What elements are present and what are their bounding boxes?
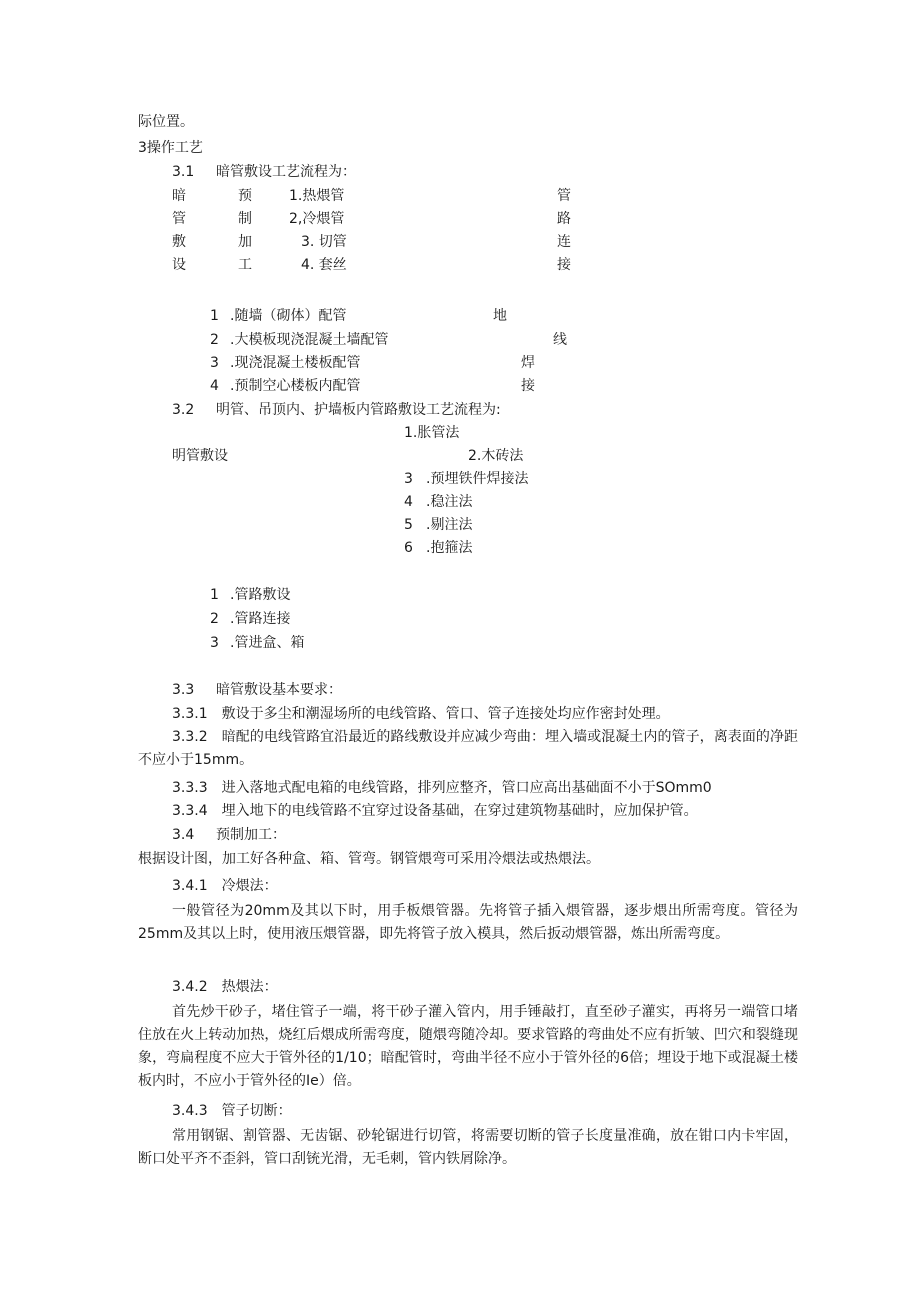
section-3-1-title: 暗管敷设工艺流程为： xyxy=(216,164,356,180)
side-char: 焊 xyxy=(521,355,535,371)
section-3-2-number: 3.2 xyxy=(172,402,195,418)
side-char: 线 xyxy=(553,332,567,348)
flow-left-char: 管 xyxy=(172,211,186,227)
method-number: 4 xyxy=(404,494,413,510)
flow-mid-char: 工 xyxy=(238,257,252,273)
flow-mid-char: 预 xyxy=(238,188,252,204)
flow-step: 3. 切管 xyxy=(301,234,347,250)
paragraph-3-4-3: 常用钢锯、割管器、无齿锯、砂轮锯进行切管，将需要切断的管子长度量准确，放在钳口内卡牢固，断口处平齐不歪斜，管口刮铳光滑，无毛刺，管内铁屑除净。 xyxy=(138,1128,798,1167)
paragraph-3-3-1: 3.3.1 敷设于多尘和潮湿场所的电线管路、管口、管子连接处均应作密封处理。 xyxy=(172,706,670,722)
paragraph-3-3-3: 3.3.3 进入落地式配电箱的电线管路，排列应整齐，管口应高出基础面不小于SOmm0 xyxy=(172,780,712,796)
after-item-text: .管进盒、箱 xyxy=(230,635,305,651)
after-item-number: 1 xyxy=(210,587,219,603)
flow-left-char: 设 xyxy=(172,257,186,273)
paragraph-3-3-4: 3.3.4 埋入地下的电线管路不宜穿过设备基础，在穿过建筑物基础时，应加保护管。 xyxy=(172,803,698,819)
flow-step: 4. 套丝 xyxy=(301,257,347,273)
section-3-3-number: 3.3 xyxy=(172,682,195,698)
section-3-4-2-heading: 3.4.2 热煨法： xyxy=(172,979,278,995)
sub-item-number: 2 xyxy=(210,332,219,348)
sub-item-text: .大模板现浇混凝土墙配管 xyxy=(230,332,389,348)
flow-mid-char: 制 xyxy=(238,211,252,227)
sub-item-number: 4 xyxy=(210,378,219,394)
method-number: 6 xyxy=(404,540,413,556)
section-3-4-title: 预制加工： xyxy=(216,827,286,843)
paragraph-3-4-2: 首先炒干砂子，堵住管子一端，将干砂子灌入管内，用手锤敲打，直至砂子灌实，再将另一端管口堵住放在火上转动加热，烧红后煨成所需弯度，随煨弯随冷却。要求管路的弯曲处不应有折皱、凹穴和裂缝现象，弯扁程度不应大于管外径的1/10；暗配管时，弯曲半径不应小于管外径的6倍；埋设于地下或混凝土楼板内时，不应小于管外径的Ie）倍。 xyxy=(138,1004,798,1089)
flow-right-char: 路 xyxy=(557,211,571,227)
method-text: 2.木砖法 xyxy=(468,448,524,464)
after-item-text: .管路连接 xyxy=(230,611,291,627)
method-text: .抱箍法 xyxy=(426,540,473,556)
section-3-4-3-heading: 3.4.3 管子切断： xyxy=(172,1103,292,1119)
flow-step: 2,冷煨管 xyxy=(289,211,345,227)
flow-right-char: 连 xyxy=(557,234,571,250)
section-3-4-1-heading: 3.4.1 冷煨法： xyxy=(172,878,278,894)
sub-item-text: .预制空心楼板内配管 xyxy=(230,378,361,394)
method-text: .预埋铁件焊接法 xyxy=(426,471,529,487)
sub-item-number: 1 xyxy=(210,308,219,324)
intro-line: 际位置。 xyxy=(138,114,194,130)
section-3-3-title: 暗管敷设基本要求： xyxy=(216,682,342,698)
sub-item-text: .现浇混凝土楼板配管 xyxy=(230,355,361,371)
flow-right-char: 管 xyxy=(557,188,571,204)
flow-left-char: 敷 xyxy=(172,234,186,250)
side-char: 地 xyxy=(493,308,507,324)
open-pipe-label: 明管敷设 xyxy=(172,448,228,464)
after-item-number: 3 xyxy=(210,635,219,651)
section-3-1-number: 3.1 xyxy=(172,164,195,180)
flow-right-char: 接 xyxy=(557,257,571,273)
section-3-2-title: 明管、吊顶内、护墙板内管路敷设工艺流程为: xyxy=(216,402,501,418)
method-text: .稳注法 xyxy=(426,494,473,510)
side-char: 接 xyxy=(521,378,535,394)
method-number: 3 xyxy=(404,471,413,487)
after-item-text: .管路敷设 xyxy=(230,587,291,603)
section-3-4-intro: 根据设计图，加工好各种盒、箱、管弯。钢管煨弯可采用冷煨法或热煨法。 xyxy=(138,851,600,867)
sub-item-number: 3 xyxy=(210,355,219,371)
after-item-number: 2 xyxy=(210,611,219,627)
paragraph-3-3-2: 3.3.2 暗配的电线管路宜沿最近的路线敷设并应减少弯曲：埋入墙或混凝土内的管子，离表面的净距不应小于15mm。 xyxy=(138,729,798,768)
method-text: .剔注法 xyxy=(426,517,473,533)
flow-left-char: 暗 xyxy=(172,188,186,204)
method-text: 1.胀管法 xyxy=(404,425,460,441)
flow-mid-char: 加 xyxy=(238,234,252,250)
method-number: 5 xyxy=(404,517,413,533)
flow-step: 1.热煨管 xyxy=(289,188,345,204)
section-3-heading: 3操作工艺 xyxy=(138,140,203,156)
sub-item-text: .随墙（砌体）配管 xyxy=(230,308,347,324)
section-3-4-number: 3.4 xyxy=(172,827,195,843)
paragraph-3-4-1: 一般管径为20mm及其以下时，用手板煨管器。先将管子插入煨管器，逐步煨出所需弯度。管径为25mm及其以上时，使用液压煨管器，即先将管子放入模具，然后扳动煨管器，炼出所需弯度。 xyxy=(138,903,798,942)
